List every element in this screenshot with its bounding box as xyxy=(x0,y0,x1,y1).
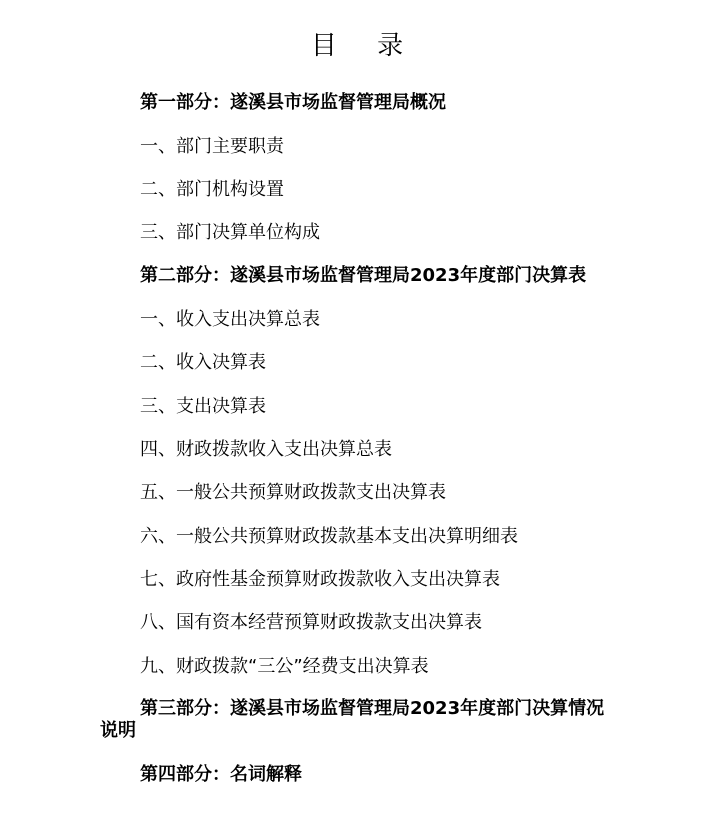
toc-item-2-6[interactable]: 六、一般公共预算财政拨款基本支出决算明细表 xyxy=(140,526,518,547)
toc-part-2[interactable]: 第二部分：遂溪县市场监督管理局2023年度部门决算表 xyxy=(140,265,587,286)
page-title: 目 录 xyxy=(310,31,420,61)
toc-item-1-2[interactable]: 二、部门机构设置 xyxy=(140,179,284,200)
toc-item-2-5[interactable]: 五、一般公共预算财政拨款支出决算表 xyxy=(140,482,446,503)
toc-item-2-8[interactable]: 八、国有资本经营预算财政拨款支出决算表 xyxy=(140,612,482,633)
toc-item-2-7[interactable]: 七、政府性基金预算财政拨款收入支出决算表 xyxy=(140,569,500,590)
toc-item-1-3[interactable]: 三、部门决算单位构成 xyxy=(140,222,320,243)
toc-item-2-3[interactable]: 三、支出决算表 xyxy=(140,396,266,417)
toc-item-1-1[interactable]: 一、部门主要职责 xyxy=(140,136,284,157)
toc-item-2-2[interactable]: 二、收入决算表 xyxy=(140,352,266,373)
toc-part-4[interactable]: 第四部分：名词解释 xyxy=(140,764,302,785)
toc-part-1[interactable]: 第一部分：遂溪县市场监督管理局概况 xyxy=(140,92,446,113)
toc-item-2-9[interactable]: 九、财政拨款“三公”经费支出决算表 xyxy=(140,656,429,677)
toc-item-2-1[interactable]: 一、收入支出决算总表 xyxy=(140,309,320,330)
toc-part-3[interactable]: 第三部分：遂溪县市场监督管理局2023年度部门决算情况说明 xyxy=(100,698,605,741)
toc-item-2-4[interactable]: 四、财政拨款收入支出决算总表 xyxy=(140,439,392,460)
